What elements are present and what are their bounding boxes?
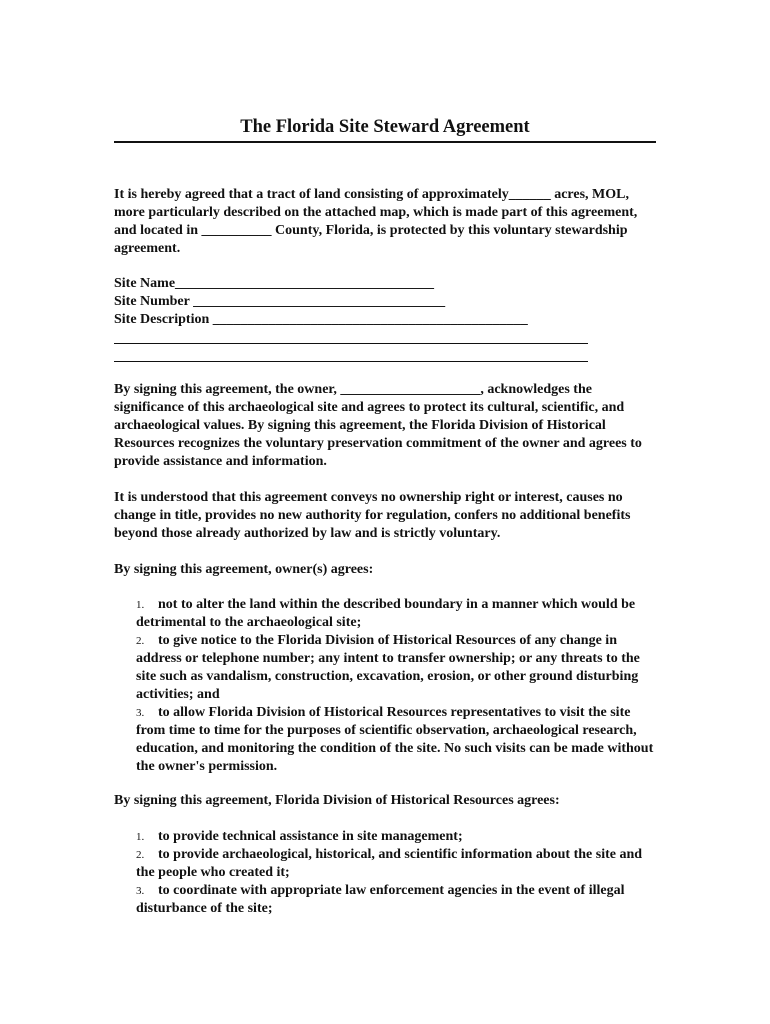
document-title: The Florida Site Steward Agreement: [240, 117, 530, 137]
list-item-text: to allow Florida Division of Historical Resources representatives to visit the site from time to time for the purposes of scientific observation, archaeological research, education, and monitoring the condition of the site. No such visits can be made without the owner's permission.: [136, 705, 654, 774]
intro-paragraph: It is hereby agreed that a tract of land consisting of approximately______ acres, MOL, more particularly described on the attached map, which is made part of this agreement, and located in __________ County, Florida, is protected by this voluntary stewardship agreement.: [114, 187, 638, 256]
list-item-text: to coordinate with appropriate law enforcement agencies in the event of illegal disturbance of the site;: [136, 883, 625, 916]
list-item-number: 1.: [136, 831, 145, 843]
list-item: [136, 828, 658, 846]
site-description-blank-line: [114, 347, 588, 365]
site-description-field: Site Description _____________________________________________: [114, 312, 528, 327]
list-item: [136, 846, 658, 882]
list-item-text: to give notice to the Florida Division of Historical Resources of any change in address or telephone number; any intent to transfer ownership; or any threats to the site such as vandalism, construction, excavation, erosion, or other ground disturbing activities; and: [136, 633, 640, 702]
title-underline: [114, 141, 656, 143]
fdhr-agrees-list: [136, 828, 658, 918]
site-description-blank-line: [114, 329, 588, 347]
understood-paragraph: It is understood that this agreement conveys no ownership right or interest, causes no change in title, provides no new authority for regulation, confers no additional benefits beyond those already authorized by law and is strictly voluntary.: [114, 490, 631, 541]
list-item: [136, 596, 658, 632]
list-item-text: not to alter the land within the described boundary in a manner which would be detrimental to the archaeological site;: [136, 597, 636, 630]
list-item-number: 1.: [136, 599, 145, 611]
owner-paragraph: By signing this agreement, the owner, ____________________, acknowledges the significance of this archaeological site and agrees to protect its cultural, scientific, and archaeological values. By signing this agreement, the Florida Division of Historical Resources recognizes the voluntary preservation commitment of the owner and agrees to provide assistance and information.: [114, 382, 642, 469]
site-fields: [114, 275, 659, 365]
site-number-field: Site Number ____________________________________: [114, 294, 446, 309]
fdhr-agrees-heading: By signing this agreement, Florida Division of Historical Resources agrees:: [114, 793, 560, 808]
list-item: [136, 882, 658, 918]
list-item-number: 2.: [136, 635, 145, 647]
owner-agrees-list: [136, 596, 658, 776]
list-item-text: to provide archaeological, historical, and scientific information about the site and the people who created it;: [136, 847, 643, 880]
list-item: [136, 704, 658, 776]
list-item: [136, 632, 658, 704]
list-item-text: to provide technical assistance in site management;: [158, 829, 463, 844]
list-item-number: 3.: [136, 885, 145, 897]
list-item-number: 3.: [136, 707, 145, 719]
list-item-number: 2.: [136, 849, 145, 861]
owner-agrees-heading: By signing this agreement, owner(s) agrees:: [114, 562, 374, 577]
site-name-field: Site Name_____________________________________: [114, 276, 435, 291]
